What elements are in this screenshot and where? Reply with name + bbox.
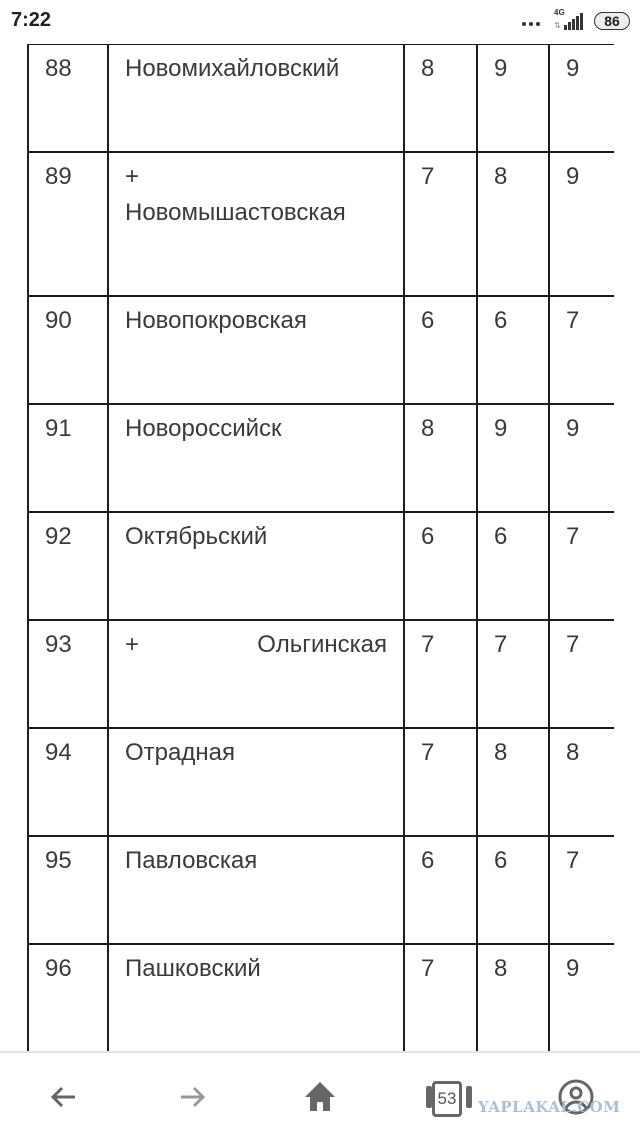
value-3: 9 [549,44,614,152]
value-1: 7 [404,944,477,1051]
row-number: 96 [28,944,108,1051]
value-2: 8 [477,152,549,296]
value-2: 9 [477,44,549,152]
table-row [28,296,614,404]
row-number: 93 [28,620,108,728]
locality-name [108,620,404,728]
row-number: 89 [28,152,108,296]
signal-strength-icon [552,10,588,32]
tabs-count: 53 [432,1081,462,1117]
locality-name: Новомихайловский [108,44,404,152]
locality-name [108,152,404,296]
table-row [28,836,614,944]
name-text: Ольгинская [257,631,387,658]
network-type-label: 4G [554,8,565,17]
value-3: 7 [549,296,614,404]
value-2: 6 [477,512,549,620]
table-row [28,152,614,296]
locality-name: Октябрьский [108,512,404,620]
table-row [28,728,614,836]
status-icons [522,10,630,32]
value-1: 8 [404,404,477,512]
value-3: 8 [549,728,614,836]
value-3: 7 [549,836,614,944]
locality-name: Отрадная [108,728,404,836]
home-button[interactable] [298,1075,342,1119]
content-area[interactable] [27,0,614,1051]
value-2: 6 [477,296,549,404]
table-row [28,512,614,620]
arrow-right-icon [176,1081,208,1113]
table-row [28,620,614,728]
row-number: 88 [28,44,108,152]
value-3: 7 [549,620,614,728]
value-1: 7 [404,152,477,296]
value-2: 9 [477,404,549,512]
value-3: 7 [549,512,614,620]
row-number: 91 [28,404,108,512]
status-bar [0,0,640,44]
tabs-icon [426,1077,470,1117]
browser-nav-bar [0,1051,640,1140]
value-1: 8 [404,44,477,152]
forward-button[interactable] [170,1075,214,1119]
value-1: 7 [404,728,477,836]
value-3: 9 [549,152,614,296]
table-row [28,944,614,1051]
value-3: 9 [549,404,614,512]
locality-name: Новопокровская [108,296,404,404]
row-number: 94 [28,728,108,836]
value-2: 7 [477,620,549,728]
data-table [27,43,614,1051]
back-button[interactable] [42,1075,86,1119]
name-prefix: + [125,631,140,658]
name-prefix: + [125,163,140,190]
network-activity-icon: ⇅ [554,21,561,30]
more-dots-icon [522,22,540,26]
arrow-left-icon [48,1081,80,1113]
value-1: 7 [404,620,477,728]
status-time: 7:22 [11,9,52,31]
value-2: 8 [477,944,549,1051]
value-1: 6 [404,836,477,944]
row-number: 90 [28,296,108,404]
name-text: Новомышастовская [125,199,346,226]
value-1: 6 [404,512,477,620]
value-1: 6 [404,296,477,404]
value-2: 6 [477,836,549,944]
row-number: 92 [28,512,108,620]
locality-name: Пашковский [108,944,404,1051]
table-row [28,404,614,512]
locality-name: Павловская [108,836,404,944]
locality-name: Новороссийск [108,404,404,512]
battery-icon: 86 [594,12,630,30]
row-number: 95 [28,836,108,944]
value-2: 8 [477,728,549,836]
home-icon [302,1079,338,1115]
table-row [28,44,614,152]
watermark: YAPLAKAL.COM [478,1098,621,1116]
tabs-button[interactable] [426,1075,470,1119]
value-3: 9 [549,944,614,1051]
